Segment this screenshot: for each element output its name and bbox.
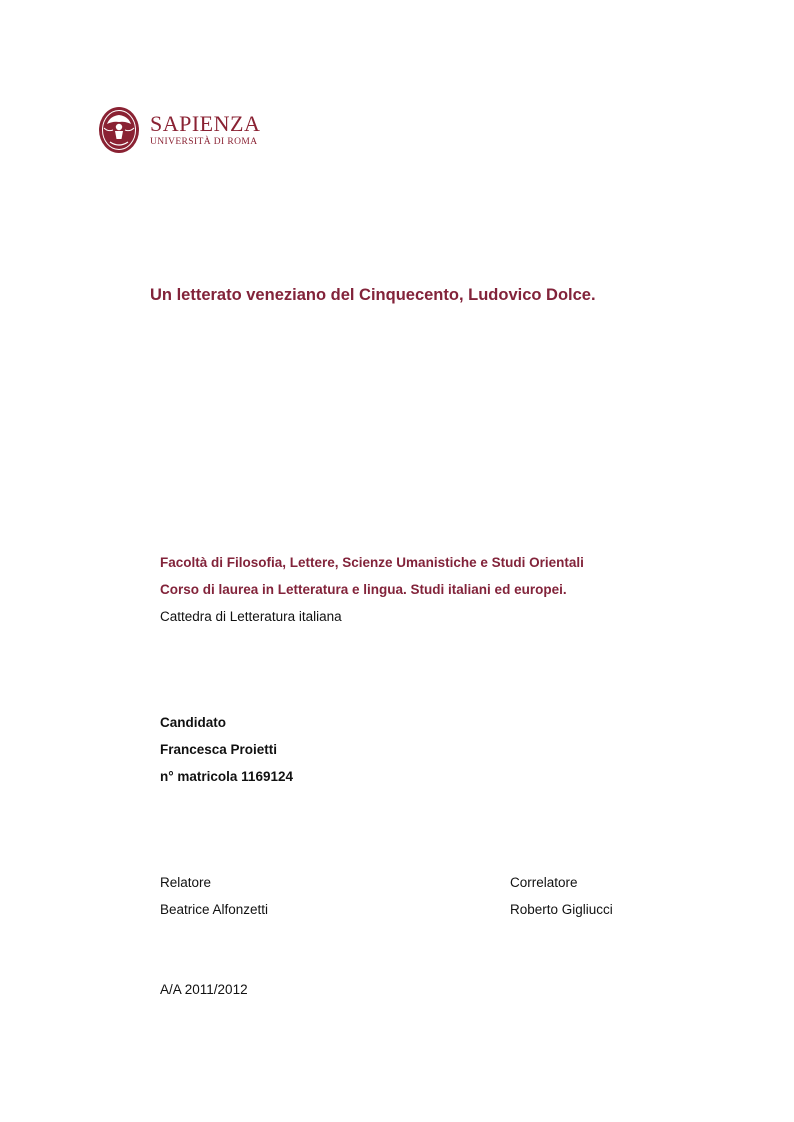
chair-name: Cattedra di Letteratura italiana: [160, 609, 342, 624]
degree-course: Corso di laurea in Letteratura e lingua. Studi italiani ed europei.: [160, 582, 567, 597]
academic-year: A/A 2011/2012: [160, 982, 248, 997]
university-seal-icon: [98, 106, 140, 154]
candidate-label: Candidato: [160, 715, 226, 730]
candidate-name: Francesca Proietti: [160, 742, 278, 757]
candidate-matricola: n° matricola 1169124: [160, 769, 293, 784]
correlatore-label: Correlatore: [510, 875, 578, 890]
relatore-label: Relatore: [160, 875, 212, 890]
thesis-title: Un letterato veneziano del Cinquecento, Ludovico Dolce.: [150, 286, 596, 304]
logo-subtitle: UNIVERSITÀ DI ROMA: [150, 136, 258, 147]
correlatore-name: Roberto Gigliucci: [510, 902, 613, 917]
faculty-name: Facoltà di Filosofia, Lettere, Scienze Umanistiche e Studi Orientali: [160, 555, 584, 570]
relatore-name: Beatrice Alfonzetti: [160, 902, 269, 917]
logo-name: SAPIENZA: [150, 110, 261, 136]
university-logo: [98, 105, 260, 155]
